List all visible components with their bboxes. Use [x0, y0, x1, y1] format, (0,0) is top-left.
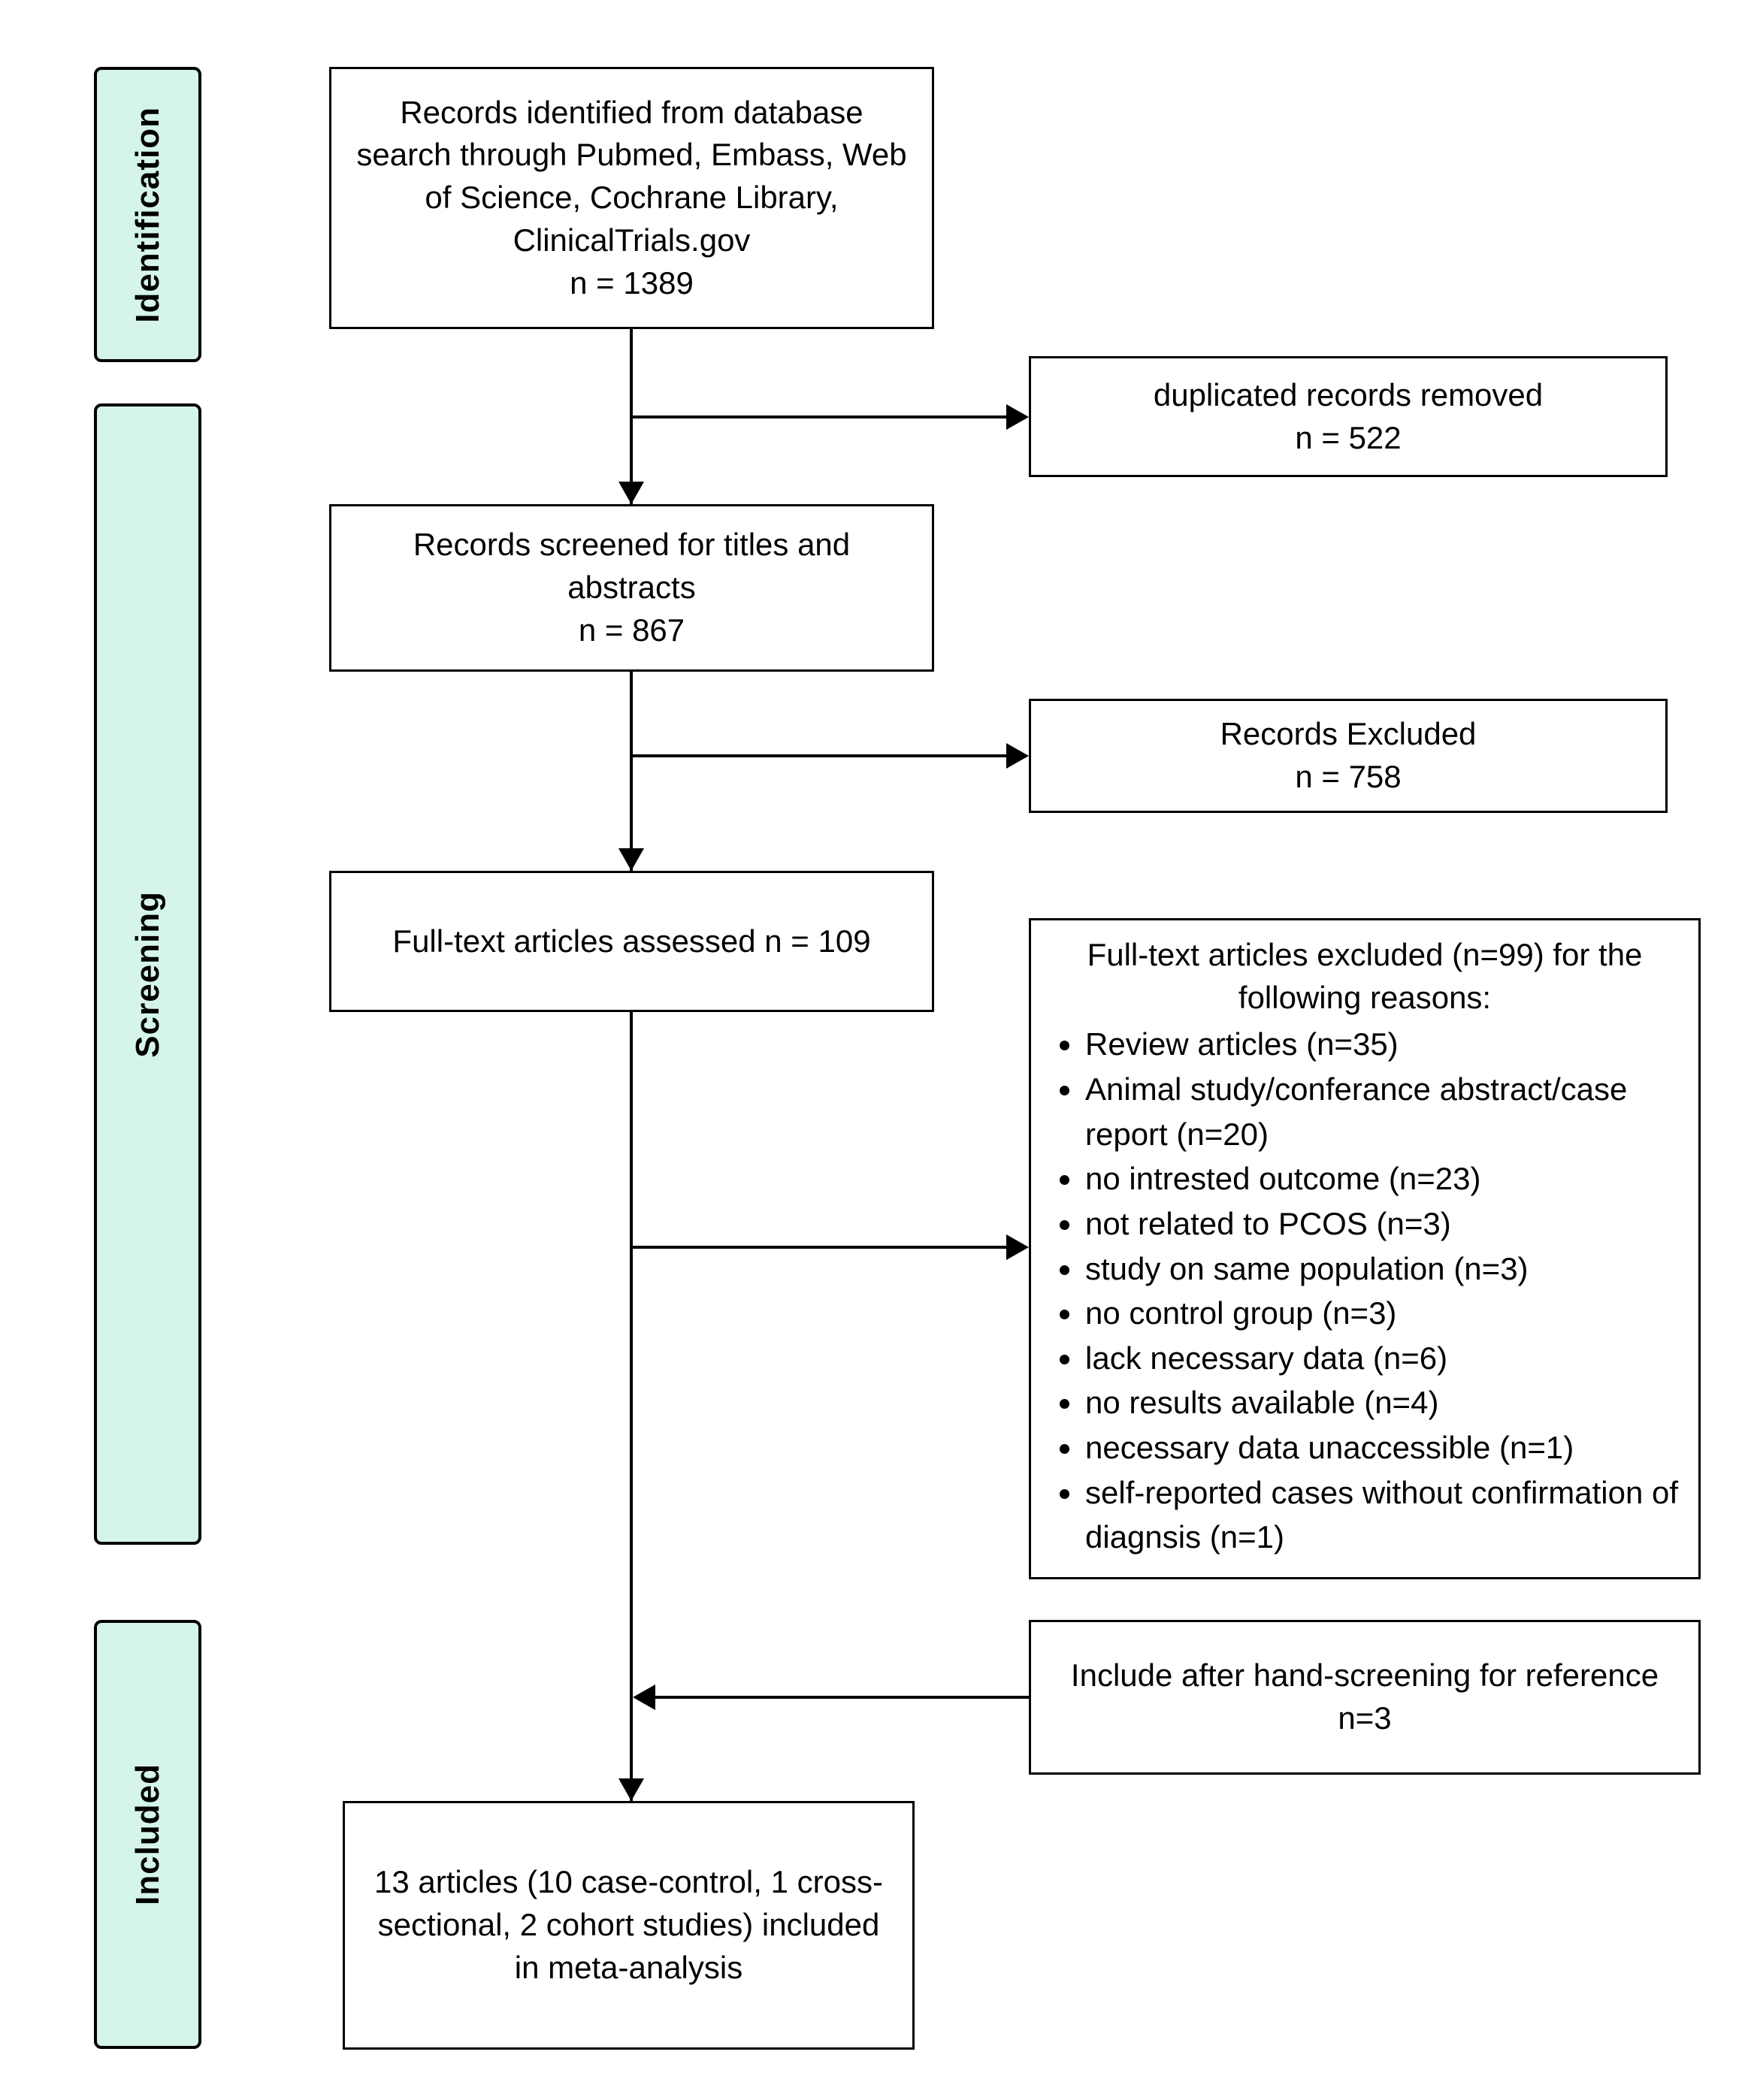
records-screened-count: n = 867 — [578, 612, 685, 648]
records-excluded-count: n = 758 — [1295, 759, 1402, 794]
duplicates-removed-text: duplicated records removed — [1153, 376, 1544, 412]
arrowhead-into-final — [618, 1778, 644, 1801]
included-final-box — [343, 1801, 915, 2050]
arrowhead-into-duplicates — [1006, 404, 1029, 430]
stage-identification — [94, 67, 201, 362]
connector-from-hand-screening — [655, 1696, 1029, 1699]
exclusion-reason: • lack necessary data (n=6) — [1084, 1336, 1679, 1381]
arrowhead-into-excluded — [1006, 743, 1029, 769]
fulltext-excluded-box — [1029, 918, 1701, 1579]
hand-screening-box — [1029, 1620, 1701, 1775]
fulltext-excluded-header: Full-text articles excluded (n=99) for the following reasons: — [1087, 937, 1643, 1015]
fulltext-assessed-box — [329, 871, 934, 1012]
exclusion-reason: • no results available (n=4) — [1084, 1380, 1679, 1425]
records-identified-count: n = 1389 — [570, 264, 694, 301]
arrowhead-into-spine — [633, 1685, 655, 1710]
records-screened-box — [329, 504, 934, 672]
records-excluded-text: Records Excluded — [1220, 716, 1477, 752]
records-identified-text: Records identified from database search through Pubmed, Embass, Web of Science, Cochrane Library, ClinicalTrials.gov — [356, 94, 907, 258]
duplicates-removed-count: n = 522 — [1295, 419, 1402, 455]
arrowhead-into-fulltext — [618, 848, 644, 871]
stage-included — [94, 1620, 201, 2049]
exclusion-reason: • Review articles (n=35) — [1084, 1022, 1679, 1067]
duplicates-removed-box — [1029, 356, 1668, 477]
connector-to-excluded — [631, 754, 1011, 757]
records-identified-box — [329, 67, 934, 329]
stage-identification-label: Identification — [129, 106, 166, 323]
stage-screening-label: Screening — [129, 890, 166, 1058]
fulltext-excluded-reasons-list — [1051, 1022, 1679, 1560]
exclusion-reason: • not related to PCOS (n=3) — [1084, 1201, 1679, 1246]
arrowhead-into-fulltext-excluded — [1006, 1234, 1029, 1260]
hand-screening-count: n=3 — [1338, 1700, 1392, 1736]
records-excluded-box — [1029, 699, 1668, 813]
connector-to-duplicates — [631, 415, 1011, 418]
exclusion-reason: • study on same population (n=3) — [1084, 1246, 1679, 1292]
records-screened-text: Records screened for titles and abstracts — [413, 527, 851, 606]
included-final-text: 13 articles (10 case-control, 1 cross-sectional, 2 cohort studies) included in meta-analysis — [374, 1864, 883, 1985]
exclusion-reason: • no control group (n=3) — [1084, 1291, 1679, 1336]
connector-to-fulltext-excluded — [631, 1246, 1011, 1249]
connector-fulltext-to-final — [630, 1012, 633, 1801]
hand-screening-text: Include after hand-screening for reference — [1070, 1657, 1659, 1694]
exclusion-reason: • no intrested outcome (n=23) — [1084, 1156, 1679, 1201]
exclusion-reason: • necessary data unaccessible (n=1) — [1084, 1425, 1679, 1470]
fulltext-assessed-text: Full-text articles assessed n = 109 — [392, 923, 871, 959]
exclusion-reason: • self-reported cases without confirmation of diagnsis (n=1) — [1084, 1470, 1679, 1560]
stage-included-label: Included — [129, 1763, 166, 1905]
stage-screening — [94, 403, 201, 1545]
exclusion-reason: • Animal study/conferance abstract/case report (n=20) — [1084, 1067, 1679, 1156]
arrowhead-into-screened — [618, 482, 644, 504]
connector-screened-to-fulltext — [630, 672, 633, 871]
